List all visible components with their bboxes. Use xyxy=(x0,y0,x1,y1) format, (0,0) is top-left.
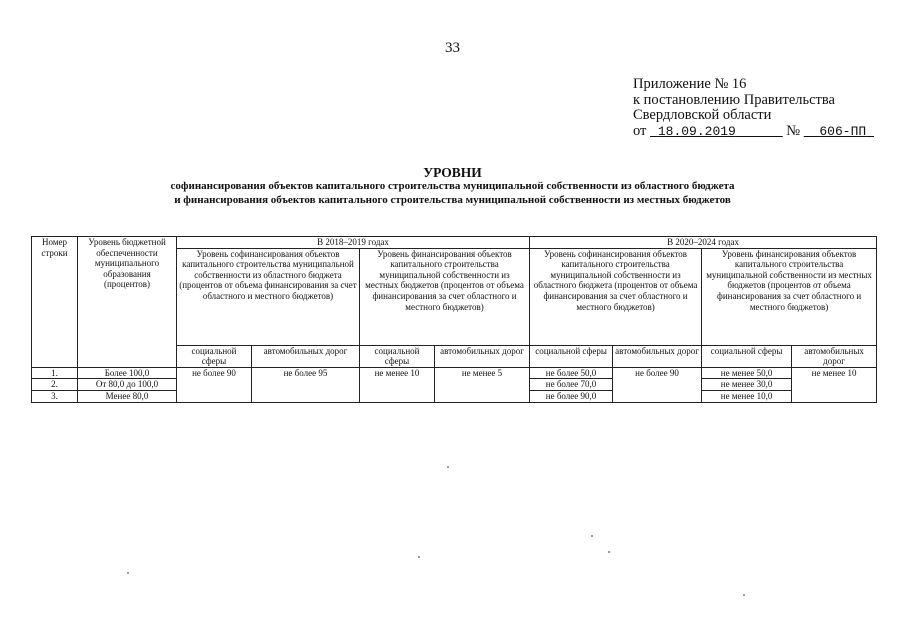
appendix-block xyxy=(633,77,874,139)
scan-speck xyxy=(447,466,449,468)
title-main: УРОВНИ xyxy=(423,165,482,180)
header-roads-1: автомобильных дорог xyxy=(252,345,360,367)
appendix-date-line xyxy=(633,124,874,140)
document-title xyxy=(0,165,905,207)
header-social-2: социальной сферы xyxy=(360,345,435,367)
row-level: От 80,0 до 100,0 xyxy=(78,379,177,391)
header-social-1: социальной сферы xyxy=(177,345,252,367)
header-cofinancing-2018: Уровень софинансирования объектов капитального строительства муниципальной собственности из областного бюджета (процентов от объема финансирования за счет областного и местного бюджетов) xyxy=(177,248,360,345)
scan-speck xyxy=(127,572,129,574)
cell-2020-fin-roads: не менее 10 xyxy=(792,367,877,402)
appendix-region: Свердловской области xyxy=(633,107,772,123)
table-row xyxy=(32,367,877,379)
appendix-resolution: к постановлению Правительства xyxy=(633,91,835,108)
header-social-4: социальной сферы xyxy=(702,345,792,367)
levels-table xyxy=(31,236,877,403)
cell-2020-cofin-social: не более 90,0 xyxy=(530,390,613,402)
scan-speck xyxy=(418,556,420,558)
page-number: 33 xyxy=(445,40,460,56)
row-level: Более 100,0 xyxy=(78,367,177,379)
row-number: 3. xyxy=(32,390,78,402)
cell-2020-fin-social: не менее 10,0 xyxy=(702,390,792,402)
header-roads-4: автомобильных дорог xyxy=(792,345,877,367)
header-financing-2020: Уровень финансирования объектов капитального строительства муниципальной собственности из местных бюджетов (процентов от объема финансирования за счет областного и местного бюджетов) xyxy=(702,248,877,345)
row-number: 1. xyxy=(32,367,78,379)
cell-2020-fin-social: не менее 30,0 xyxy=(702,379,792,391)
header-period-2018-2019: В 2018–2019 годах xyxy=(177,237,530,249)
resolution-number: 606-ПП xyxy=(819,123,867,139)
cell-2020-cofin-social: не более 50,0 xyxy=(530,367,613,379)
cell-2020-fin-social: не менее 50,0 xyxy=(702,367,792,379)
header-budget-level: Уровень бюджетной обеспеченности муниципального образования (процентов) xyxy=(78,237,177,368)
header-row-number: Номер строки xyxy=(32,237,78,368)
header-row-periods xyxy=(32,237,877,249)
scan-speck xyxy=(608,551,610,553)
cell-2018-fin-roads: не менее 5 xyxy=(435,367,530,402)
row-number: 2. xyxy=(32,379,78,391)
cell-2020-cofin-social: не более 70,0 xyxy=(530,379,613,391)
header-roads-2: автомобильных дорог xyxy=(435,345,530,367)
cell-2020-cofin-roads: не более 90 xyxy=(613,367,702,402)
header-financing-2018: Уровень финансирования объектов капитального строительства муниципальной собственности из местных бюджетов (процентов от объема финансирования за счет областного и местного бюджетов) xyxy=(360,248,530,345)
cell-2018-fin-social: не менее 10 xyxy=(360,367,435,402)
cell-2018-cofin-roads: не более 95 xyxy=(252,367,360,402)
cell-2018-cofin-social: не более 90 xyxy=(177,367,252,402)
header-period-2020-2024: В 2020–2024 годах xyxy=(530,237,877,249)
scan-speck xyxy=(743,594,745,596)
header-cofinancing-2020: Уровень софинансирования объектов капитального строительства муниципальной собственности из областного бюджета (процентов от объема финансирования за счет областного и местного бюджетов) xyxy=(530,248,702,345)
resolution-date: 18.09.2019 xyxy=(657,123,736,139)
date-prefix: от xyxy=(633,122,647,139)
row-level: Менее 80,0 xyxy=(78,390,177,402)
title-line-1: софинансирования объектов капитального строительства муниципальной собственности из областного бюджета xyxy=(170,180,735,192)
scan-speck xyxy=(591,535,593,537)
title-line-2: и финансирования объектов капитального строительства муниципальной собственности из местных бюджетов xyxy=(174,193,731,206)
header-social-3: социальной сферы xyxy=(530,345,613,367)
header-roads-3: автомобильных дорог xyxy=(613,345,702,367)
number-prefix: № xyxy=(786,122,801,139)
appendix-title: Приложение № 16 xyxy=(633,76,747,92)
